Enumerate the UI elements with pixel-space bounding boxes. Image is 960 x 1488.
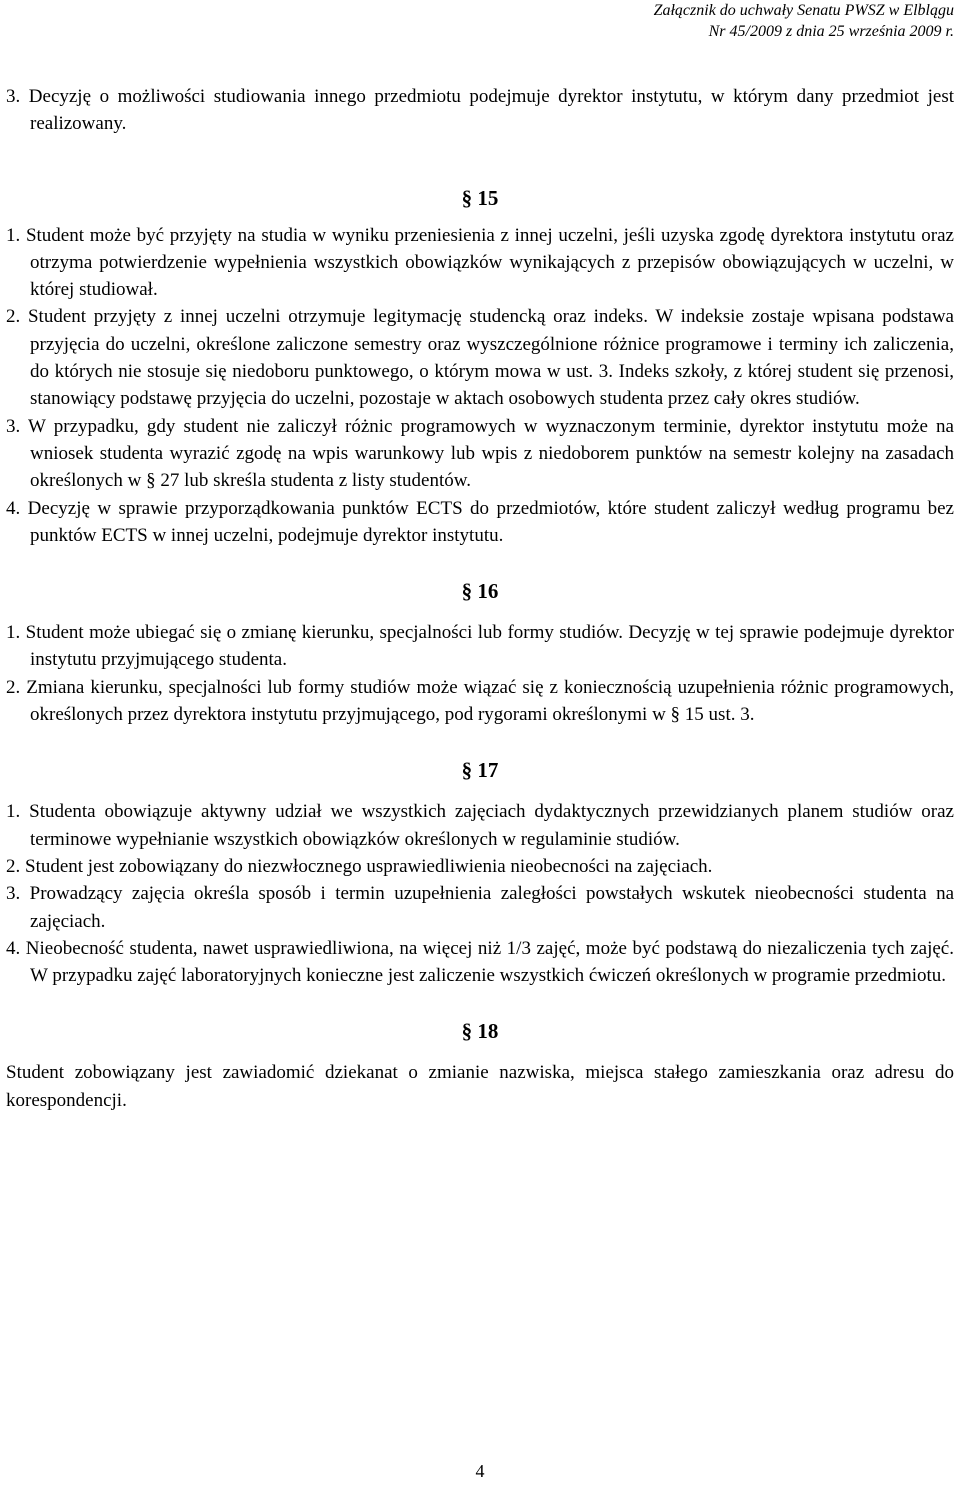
paragraph-17-3: 3. Prowadzący zajęcia określa sposób i termin uzupełnienia zaległości powstałych wskutek nieobecności studenta na zajęciach.	[6, 883, 954, 932]
section-heading-17: § 17	[461, 758, 499, 783]
paragraph-16-1: 1. Student może ubiegać się o zmianę kierunku, specjalności lub formy studiów. Decyzję w tej sprawie podejmuje dyrektor instytutu przyjmującego studenta.	[6, 622, 954, 671]
document-body	[6, 83, 954, 1114]
paragraph-15-4: 4. Decyzję w sprawie przyporządkowania punktów ECTS do przedmiotów, które student zaliczył według programu bez punktów ECTS w innej uczelni, podejmuje dyrektor instytutu.	[6, 497, 954, 546]
page-number: 4	[475, 1461, 485, 1481]
paragraph-17-2: 2. Student jest zobowiązany do niezwłocznego usprawiedliwienia nieobecności na zajęciach.	[6, 855, 713, 877]
paragraph-15-1: 1. Student może być przyjęty na studia w wyniku przeniesienia z innej uczelni, jeśli uzyska zgodę dyrektora instytutu oraz otrzyma potwierdzenie wypełnienia wszystkich obowiązków wynikających z przepisów obowiązujących w uczelni, w której studiował.	[6, 224, 954, 301]
paragraph-16-2: 2. Zmiana kierunku, specjalności lub formy studiów może wiązać się z koniecznością uzupełnienia różnic programowych, określonych przez dyrektora instytutu przyjmującego, pod rygorami określonymi w § 15 ust. 3.	[6, 676, 954, 726]
paragraph-15-2: 2. Student przyjęty z innej uczelni otrzymuje legitymację studencką oraz indeks. W indeksie zostaje wpisana podstawa przyjęcia do uczelni, określone zaliczone semestry oraz wyszczególnione różnice programowe i terminy ich zaliczenia, do których nie stosuje się niedoboru punktowego, o którym mowa w ust. 3. Indeks szkoły, z której student się przenosi, stanowiący podstawę przyjęcia do uczelni, pozostaje w aktach osobowych studenta przez cały okres studiów.	[6, 306, 954, 410]
paragraph-17-1: 1. Studenta obowiązuje aktywny udział we wszystkich zajęciach dydaktycznych przewidzianych planem studiów oraz terminowe wypełnianie wszystkich obowiązków określonych w regulaminie studiów.	[6, 801, 954, 850]
section-heading-18: § 18	[461, 1019, 499, 1044]
header-attachment-line: Załącznik do uchwały Senatu PWSZ w Elblągu	[653, 2, 954, 19]
paragraph-14-3: 3. Decyzję o możliwości studiowania innego przedmiotu podejmuje dyrektor instytutu, w którym dany przedmiot jest realizowany.	[6, 86, 954, 135]
document-header	[654, 0, 954, 42]
section-heading-16: § 16	[461, 579, 499, 604]
header-resolution-line: Nr 45/2009 z dnia 25 września 2009 r.	[708, 23, 954, 40]
section-heading-15: § 15	[461, 185, 499, 210]
paragraph-17-4: 4. Nieobecność studenta, nawet usprawiedliwiona, na więcej niż 1/3 zajęć, może być podstawą do niezaliczenia tych zajęć. W przypadku zajęć laboratoryjnych konieczne jest zaliczenie wszystkich ćwiczeń określonych w programie przedmiotu.	[6, 937, 954, 987]
paragraph-18: Student zobowiązany jest zawiadomić dziekanat o zmianie nazwiska, miejsca stałego zamieszkania oraz adresu do korespondencji.	[6, 1062, 954, 1111]
paragraph-15-3: 3. W przypadku, gdy student nie zaliczył różnic programowych w wyznaczonym terminie, dyrektor instytutu może na wniosek studenta wyrazić zgodę na wpis warunkowy lub wpis z niedoborem punktów na semestr kolejny na zasadach określonych w § 27 lub skreśla studenta z listy studentów.	[6, 415, 954, 492]
